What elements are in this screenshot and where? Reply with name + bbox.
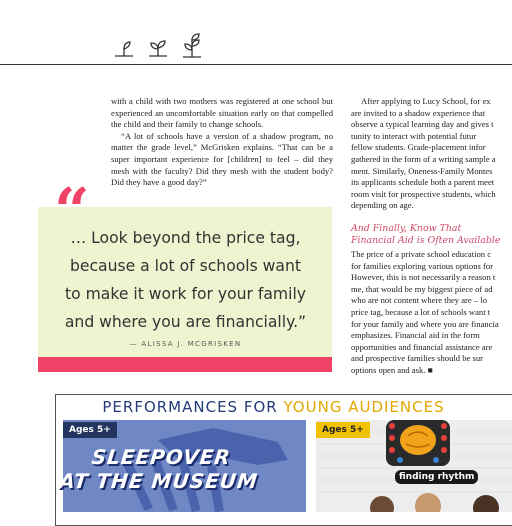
performances-title [55,398,492,416]
pull-quote-line: to make it work for your family [64,285,307,303]
article-line: me, that would be my biggest piece of ad [351,283,493,294]
article-paragraph: “A lot of schools have a version of a shadow program, no matter the grade level,” McGrisken explains. “That can be a super important experience for [children] to feel – did they mesh with the faculty? Did they mesh with the student body? Did they have a good day?” [111,130,333,188]
article-right-column [351,96,512,212]
pull-quote-accent-bar [38,357,332,372]
performance-card-title [57,445,262,493]
pull-quote-line: … Look beyond the price tag, [70,229,301,247]
section-subheading [351,223,512,247]
sprout-two-leaf-icon [146,36,170,58]
card-title-line: SLEEPOVER [90,445,233,469]
article-line: opportunities and financial assistance are [351,341,493,352]
article-line: and prospective families should be sur [351,353,483,364]
article-line: emphasizes. Financial aid in the form [351,330,480,341]
article-line: for your family and where you are financia [351,318,499,329]
article-line: depending on age. [351,200,414,211]
header-rule [0,64,512,65]
sprout-one-leaf-icon [112,36,136,58]
performances-title-part2: YOUNG AUDIENCES [283,398,445,416]
quote-mark-icon: “ [54,174,90,247]
article-line: However, this is not necessarily a reason t [351,272,496,283]
article-paragraph: with a child with two mothers was registered at one school but experienced an uncomfortable situation early on that compelled the child and their family to change schools. [111,96,333,130]
pull-quote-attribution: — ALISSA J. MCGRISKEN [129,340,242,348]
subheading-line: Financial Aid is Often Available [351,235,501,246]
performance-card-title: finding rhythm [395,470,478,484]
article-line: who are not content where they are – lo [351,295,488,306]
article-right-column-continued [351,249,512,377]
article-line: The price of a private school education c [351,249,492,259]
card-title-line: AT THE MUSEUM [58,469,260,493]
article-line: observe a typical learning day and gives t [351,119,494,130]
performances-title-part1: PERFORMANCES FOR [102,398,284,416]
article-line: tunity to interact with potential futur [351,130,477,141]
pull-quote-line: and where you are financially.” [64,313,307,331]
article-line: After applying to Lucy School, for ex [361,96,491,106]
article-line: are invited to a shadow experience that [351,107,486,118]
subheading-line: And Finally, Know That [351,223,462,234]
article-line: for families exploring various options for [351,260,494,271]
article-line: its applicants schedule both a parent meet [351,177,495,188]
pull-quote-text [48,224,323,336]
article-line: room visit for prospective students, which [351,188,496,199]
article-line: fellow students. Grade-placement infor [351,142,486,153]
article-line: options open and ask. ■ [351,364,433,375]
article-line: price tag, because a lot of schools want t [351,306,491,317]
age-badge: Ages 5+ [316,422,370,438]
article-line: gathered in the form of a writing sample a [351,153,496,164]
age-badge: Ages 5+ [63,422,117,438]
article-left-column [111,96,333,189]
pull-quote-line: because a lot of schools want [69,257,301,275]
sprout-growing-icon [180,33,204,59]
article-line: ment. Similarly, Oneness-Family Montes [351,165,493,176]
